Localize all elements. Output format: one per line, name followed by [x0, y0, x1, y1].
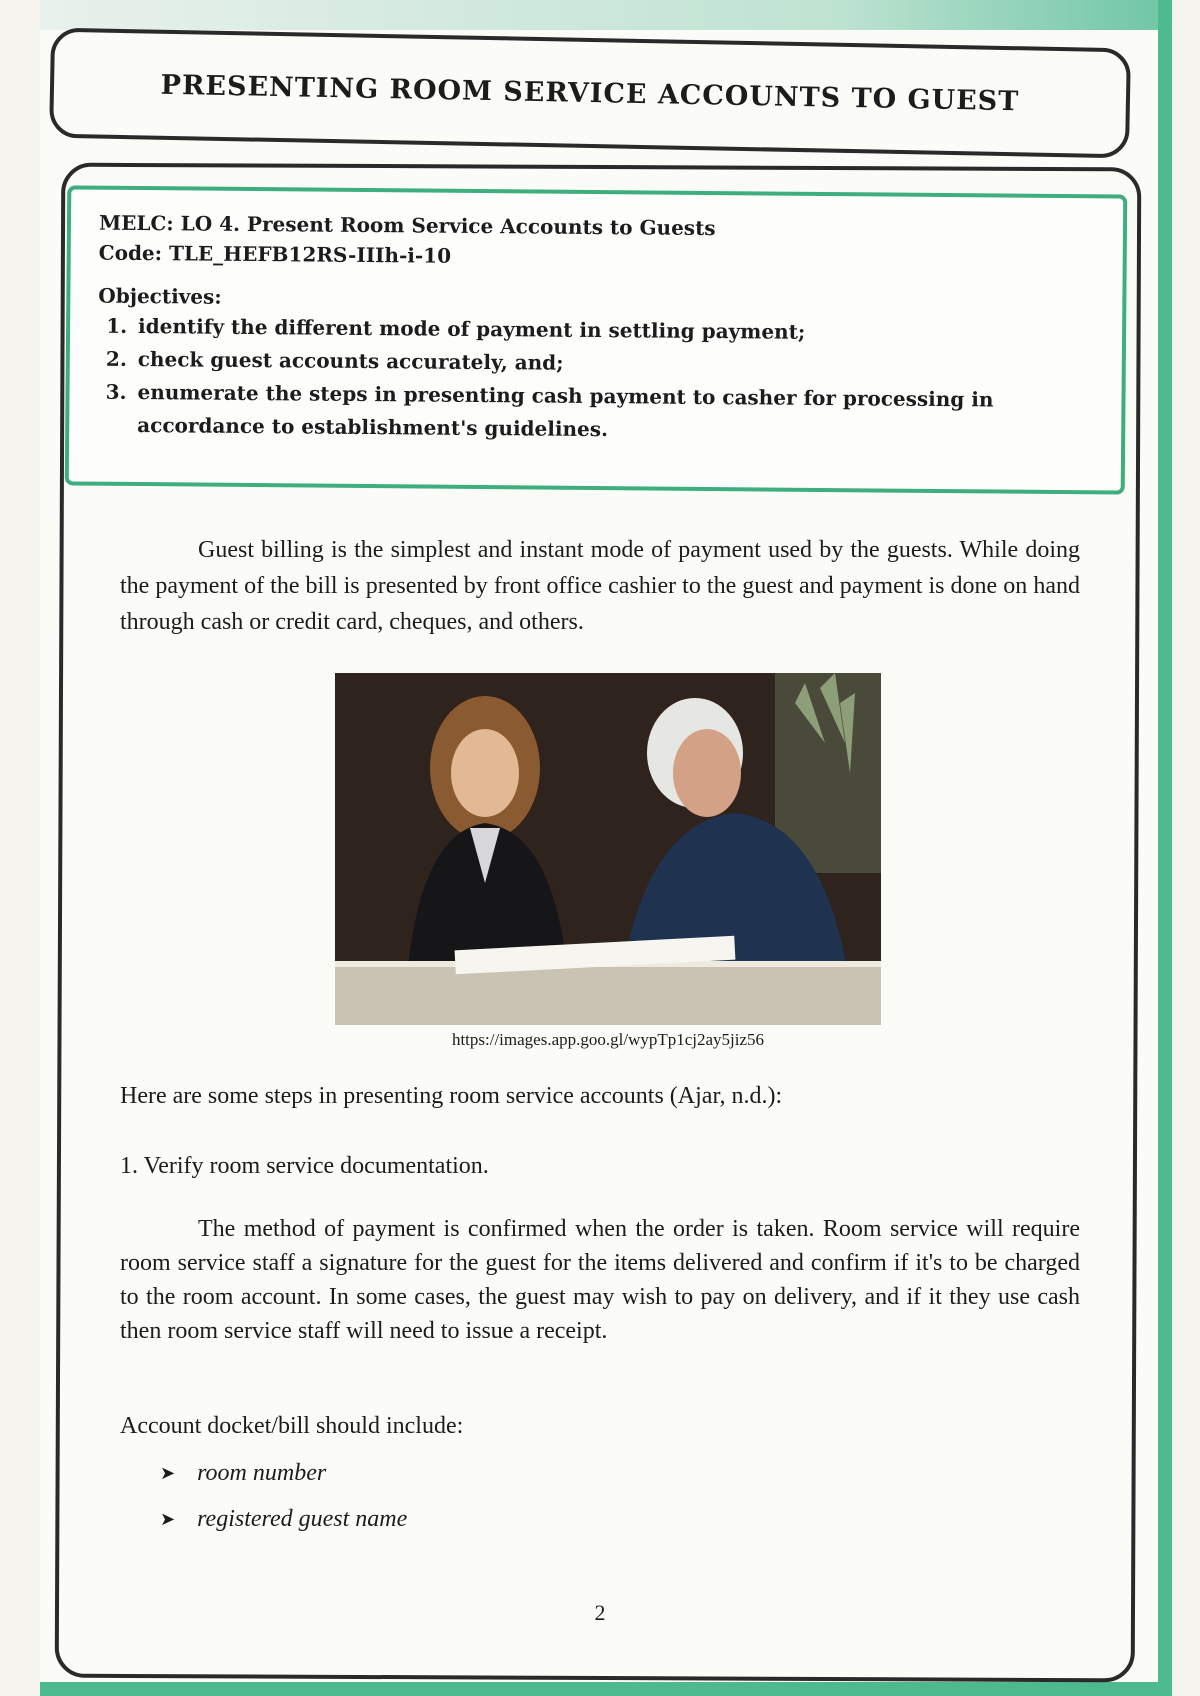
docket-list — [160, 1450, 407, 1542]
front-desk-photo — [335, 673, 881, 1025]
objectives-box — [65, 185, 1128, 494]
bottom-green-band — [40, 1682, 1170, 1696]
objectives-heading: Objectives: — [98, 283, 222, 309]
page-title: PRESENTING ROOM SERVICE ACCOUNTS TO GUEST — [160, 69, 1020, 117]
melc-line: MELC: LO 4. Present Room Service Accounts to Guests — [98, 210, 716, 241]
page-number: 2 — [594, 1600, 606, 1625]
intro-paragraph: Guest billing is the simplest and instant mode of payment used by the guests. While doing the payment of the bill is presented by front office cashier to the guest and payment is done on hand through cash or credit card, cheques, and others. — [120, 537, 1080, 635]
photo-illustration — [335, 673, 881, 1025]
steps-intro: Here are some steps in presenting room service accounts (Ajar, n.d.): — [120, 1083, 783, 1109]
objectives-list — [97, 310, 1094, 451]
docket-heading: Account docket/bill should include: — [120, 1413, 464, 1439]
title-banner — [49, 28, 1131, 159]
list-item-label: room number — [197, 1460, 327, 1486]
arrow-bullet-icon: ➤ — [160, 1509, 176, 1529]
list-item — [160, 1496, 407, 1542]
top-green-band — [40, 0, 1170, 30]
objective-item: 1. identify the different mode of payment in settling payment; — [134, 310, 1094, 351]
objective-item: 3. enumerate the steps in presenting cash payment to casher for processing in accordance to establishment's guidelines. — [133, 376, 1094, 450]
arrow-bullet-icon: ➤ — [160, 1463, 176, 1483]
list-item-label: registered guest name — [197, 1506, 408, 1532]
step-1-heading: 1. Verify room service documentation. — [120, 1153, 489, 1179]
step-1-body: The method of payment is confirmed when the order is taken. Room service will require room service staff a signature for the guest for the items delivered and confirm if it's to be charged to the room account. In some cases, the guest may wish to pay on delivery, and if it they use cash then room service staff will need to issue a receipt. — [120, 1216, 1080, 1344]
image-caption: https://images.app.goo.gl/wypTp1cj2ay5jiz56 — [451, 1030, 765, 1049]
right-green-band — [1158, 0, 1172, 1696]
objective-item: 2. check guest accounts accurately, and; — [134, 343, 1094, 384]
list-item — [160, 1450, 407, 1496]
code-line: Code: TLE_HEFB12RS-IIIh-i-10 — [98, 240, 452, 268]
